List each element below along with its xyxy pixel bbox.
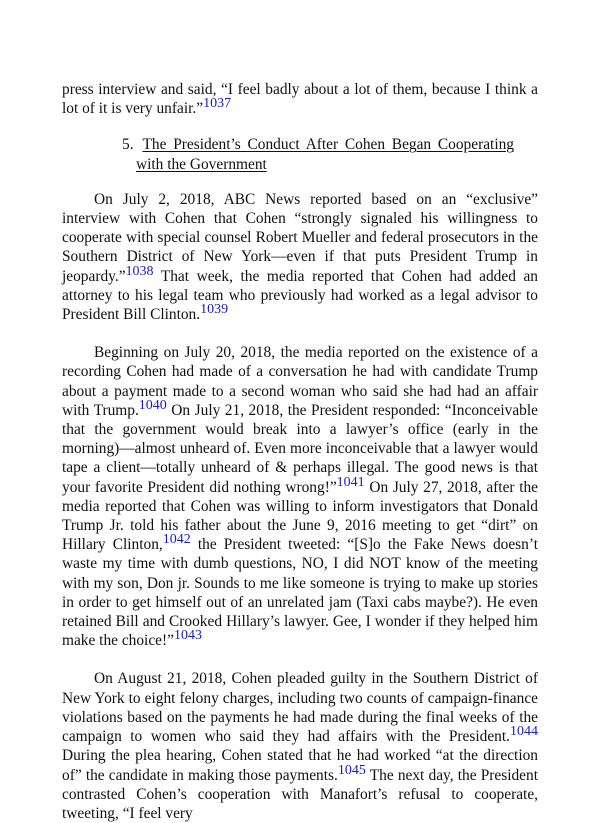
paragraph-text: The next day, the President contrasted Cohen’s cooperation with Manafort’s refusal to cooperate, tweeting, “I feel very	[62, 766, 538, 822]
footnote-link[interactable]: 1044	[510, 724, 538, 740]
footnote-link[interactable]: 1040	[138, 397, 167, 413]
paragraph	[62, 343, 538, 650]
intro-text: press interview and said, “I feel badly about a lot of them, because I think a lot of it is very unfair.”	[62, 81, 538, 118]
section-heading	[62, 135, 538, 173]
footnote-link[interactable]: 1041	[336, 474, 365, 490]
section-number: 5.	[122, 136, 134, 154]
paragraph-text: On July 2, 2018, ABC News reported based on an “exclusive” interview with Cohen that Cohen “strongly signaled his willingness to cooperate with special counsel Robert Mueller and federal prosecutors in the Southern District of New York—even if that puts President Trump in jeopardy.”	[62, 190, 538, 285]
paragraph-text: Beginning on July 20, 2018, the media reported on the existence of a recording Cohen had made of a conversation he had with candidate Trump about a payment made to a second woman who said she had had an affair with Trump.	[62, 344, 538, 419]
footnote-link[interactable]: 1039	[200, 302, 229, 318]
footnote-link[interactable]: 1045	[337, 762, 366, 778]
section-title: The President’s Conduct After Cohen Began Cooperating with the Government	[136, 136, 514, 173]
footnote-link[interactable]: 1038	[125, 263, 154, 279]
paragraph-text: On August 21, 2018, Cohen pleaded guilty in the Southern District of New York to eight felony charges, including two counts of campaign-finance violations based on the payments he had made during the final weeks of the campaign to women who said they had affairs with the President.	[62, 670, 538, 746]
footnote-link[interactable]: 1043	[173, 628, 202, 644]
paragraph	[62, 190, 538, 324]
intro-paragraph	[62, 80, 538, 118]
document-page	[62, 80, 538, 823]
footnote-link[interactable]: 1042	[162, 532, 191, 548]
paragraph-text: the President tweeted: “[S]o the Fake News doesn’t waste my time with dumb questions, NO, I did NOT know of the meeting with my son, Don jr. Sounds to me like someone is trying to make up stories in order to get himself out of an unrelated jam (Taxi cabs maybe?). He even retained Bill and Crooked Hillary’s lawyer. Gee, I wonder if they helped him make the choice!”	[62, 536, 538, 650]
paragraph-text: On July 21, 2018, the President responded: “Inconceivable that the government would break into a lawyer’s office (early in the morning)—almost unheard of. Even more inconceivable that a lawyer would tape a client—totally unheard of & perhaps illegal. The good news is that your favorite President did nothing wrong!”	[62, 401, 538, 496]
paragraph	[62, 669, 538, 823]
paragraph-text: During the plea hearing, Cohen stated that he had worked “at the direction of” the candidate in making those payments.	[62, 747, 538, 784]
paragraph-spacer	[62, 650, 538, 669]
footnote-link[interactable]: 1037	[203, 96, 232, 112]
paragraph-text: That week, the media reported that Cohen had added an attorney to his legal team who previously had worked as a legal advisor to President Bill Clinton.	[62, 267, 538, 324]
paragraph-spacer	[62, 324, 538, 343]
paragraph-text: On July 27, 2018, after the media reported that Cohen was willing to inform investigators that Donald Trump Jr. told his father about the June 9, 2016 meeting to get “dirt” on Hillary Clinton,	[62, 478, 538, 554]
